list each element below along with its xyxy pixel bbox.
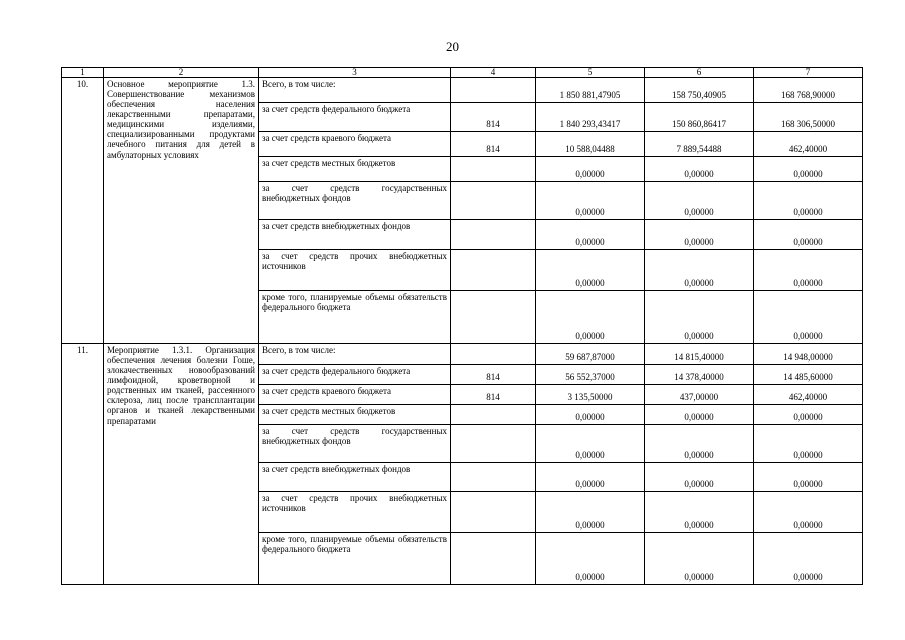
- funding-source: за счет средств внебюджетных фондов: [259, 463, 451, 492]
- value-col7: 0,00000: [754, 492, 863, 533]
- value-col6: 0,00000: [645, 250, 754, 291]
- value-col7: 0,00000: [754, 157, 863, 182]
- funding-source: за счет средств внебюджетных фондов: [259, 220, 451, 250]
- value-col6: 150 860,86417: [645, 103, 754, 132]
- value-col6: 0,00000: [645, 425, 754, 463]
- funding-source: за счет средств местных бюджетов: [259, 157, 451, 182]
- value-col7: 0,00000: [754, 220, 863, 250]
- value-col7: 14 485,60000: [754, 365, 863, 385]
- column-header: 5: [536, 68, 645, 78]
- budget-code: [451, 533, 536, 585]
- funding-source: Всего, в том числе:: [259, 78, 451, 103]
- funding-source: за счет средств прочих внебюджетных источников: [259, 492, 451, 533]
- value-col7: 0,00000: [754, 182, 863, 220]
- value-col5: 0,00000: [536, 182, 645, 220]
- budget-code: [451, 157, 536, 182]
- value-col5: 1 850 881,47905: [536, 78, 645, 103]
- value-col7: 462,40000: [754, 385, 863, 405]
- budget-code: [451, 463, 536, 492]
- page-number: 20: [446, 39, 459, 54]
- value-col6: 0,00000: [645, 182, 754, 220]
- value-col6: 158 750,40905: [645, 78, 754, 103]
- measure-name: Основное мероприятие 1.3. Совершенствование механизмов обеспечения населения лекарственными препаратами, медицинскими изделиями, специализированными продуктами лечебного питания для детей в амбулаторных условиях: [104, 78, 259, 344]
- value-col6: 0,00000: [645, 157, 754, 182]
- funding-source: за счет средств прочих внебюджетных источников: [259, 250, 451, 291]
- budget-code: [451, 492, 536, 533]
- value-col6: 437,00000: [645, 385, 754, 405]
- funding-source: за счет средств местных бюджетов: [259, 405, 451, 425]
- budget-code: 814: [451, 385, 536, 405]
- column-header: 3: [259, 68, 451, 78]
- funding-source: за счет средств федерального бюджета: [259, 103, 451, 132]
- value-col5: 0,00000: [536, 405, 645, 425]
- budget-code: 814: [451, 103, 536, 132]
- budget-code: [451, 291, 536, 344]
- table-row: [62, 344, 863, 365]
- funding-source: за счет средств государственных внебюджетных фондов: [259, 425, 451, 463]
- column-header: 1: [62, 68, 104, 78]
- value-col7: 462,40000: [754, 132, 863, 157]
- table-row: [62, 78, 863, 103]
- column-header: 4: [451, 68, 536, 78]
- value-col7: 0,00000: [754, 291, 863, 344]
- measure-name: Мероприятие 1.3.1. Организация обеспечения лечения болезни Гоше, злокачественных новообразований лимфоидной, кроветворной и родственных им тканей, рассеянного склероза, лиц после трансплантации органов и тканей лекарственными препаратами: [104, 344, 259, 585]
- value-col5: 0,00000: [536, 157, 645, 182]
- budget-code: [451, 250, 536, 291]
- value-col7: 168 768,90000: [754, 78, 863, 103]
- budget-code: 814: [451, 132, 536, 157]
- value-col7: 168 306,50000: [754, 103, 863, 132]
- funding-source: Всего, в том числе:: [259, 344, 451, 365]
- value-col7: 0,00000: [754, 425, 863, 463]
- funding-source: за счет средств краевого бюджета: [259, 385, 451, 405]
- budget-code: [451, 425, 536, 463]
- value-col5: 0,00000: [536, 492, 645, 533]
- value-col7: 0,00000: [754, 405, 863, 425]
- value-col7: 0,00000: [754, 250, 863, 291]
- value-col5: 1 840 293,43417: [536, 103, 645, 132]
- budget-code: [451, 220, 536, 250]
- value-col6: 14 815,40000: [645, 344, 754, 365]
- funding-source: кроме того, планируемые объемы обязательств федерального бюджета: [259, 291, 451, 344]
- value-col5: 0,00000: [536, 250, 645, 291]
- value-col5: 0,00000: [536, 463, 645, 492]
- value-col6: 0,00000: [645, 463, 754, 492]
- funding-source: за счет средств государственных внебюджетных фондов: [259, 182, 451, 220]
- value-col5: 56 552,37000: [536, 365, 645, 385]
- funding-source: за счет средств федерального бюджета: [259, 365, 451, 385]
- value-col5: 0,00000: [536, 533, 645, 585]
- value-col5: 59 687,87000: [536, 344, 645, 365]
- value-col5: 0,00000: [536, 425, 645, 463]
- column-header: 2: [104, 68, 259, 78]
- value-col6: 0,00000: [645, 492, 754, 533]
- funding-source: кроме того, планируемые объемы обязательств федерального бюджета: [259, 533, 451, 585]
- budget-code: 814: [451, 365, 536, 385]
- value-col6: 0,00000: [645, 533, 754, 585]
- value-col6: 14 378,40000: [645, 365, 754, 385]
- value-col7: 0,00000: [754, 533, 863, 585]
- value-col5: 0,00000: [536, 291, 645, 344]
- budget-code: [451, 344, 536, 365]
- column-header: 6: [645, 68, 754, 78]
- value-col7: 14 948,00000: [754, 344, 863, 365]
- value-col7: 0,00000: [754, 463, 863, 492]
- budget-code: [451, 405, 536, 425]
- value-col6: 0,00000: [645, 220, 754, 250]
- budget-code: [451, 182, 536, 220]
- value-col5: 10 588,04488: [536, 132, 645, 157]
- budget-table: [61, 67, 863, 585]
- header-row: [62, 68, 863, 78]
- row-number: 11.: [62, 344, 104, 585]
- value-col5: 3 135,50000: [536, 385, 645, 405]
- value-col5: 0,00000: [536, 220, 645, 250]
- value-col6: 0,00000: [645, 291, 754, 344]
- column-header: 7: [754, 68, 863, 78]
- funding-source: за счет средств краевого бюджета: [259, 132, 451, 157]
- value-col6: 7 889,54488: [645, 132, 754, 157]
- budget-code: [451, 78, 536, 103]
- row-number: 10.: [62, 78, 104, 344]
- value-col6: 0,00000: [645, 405, 754, 425]
